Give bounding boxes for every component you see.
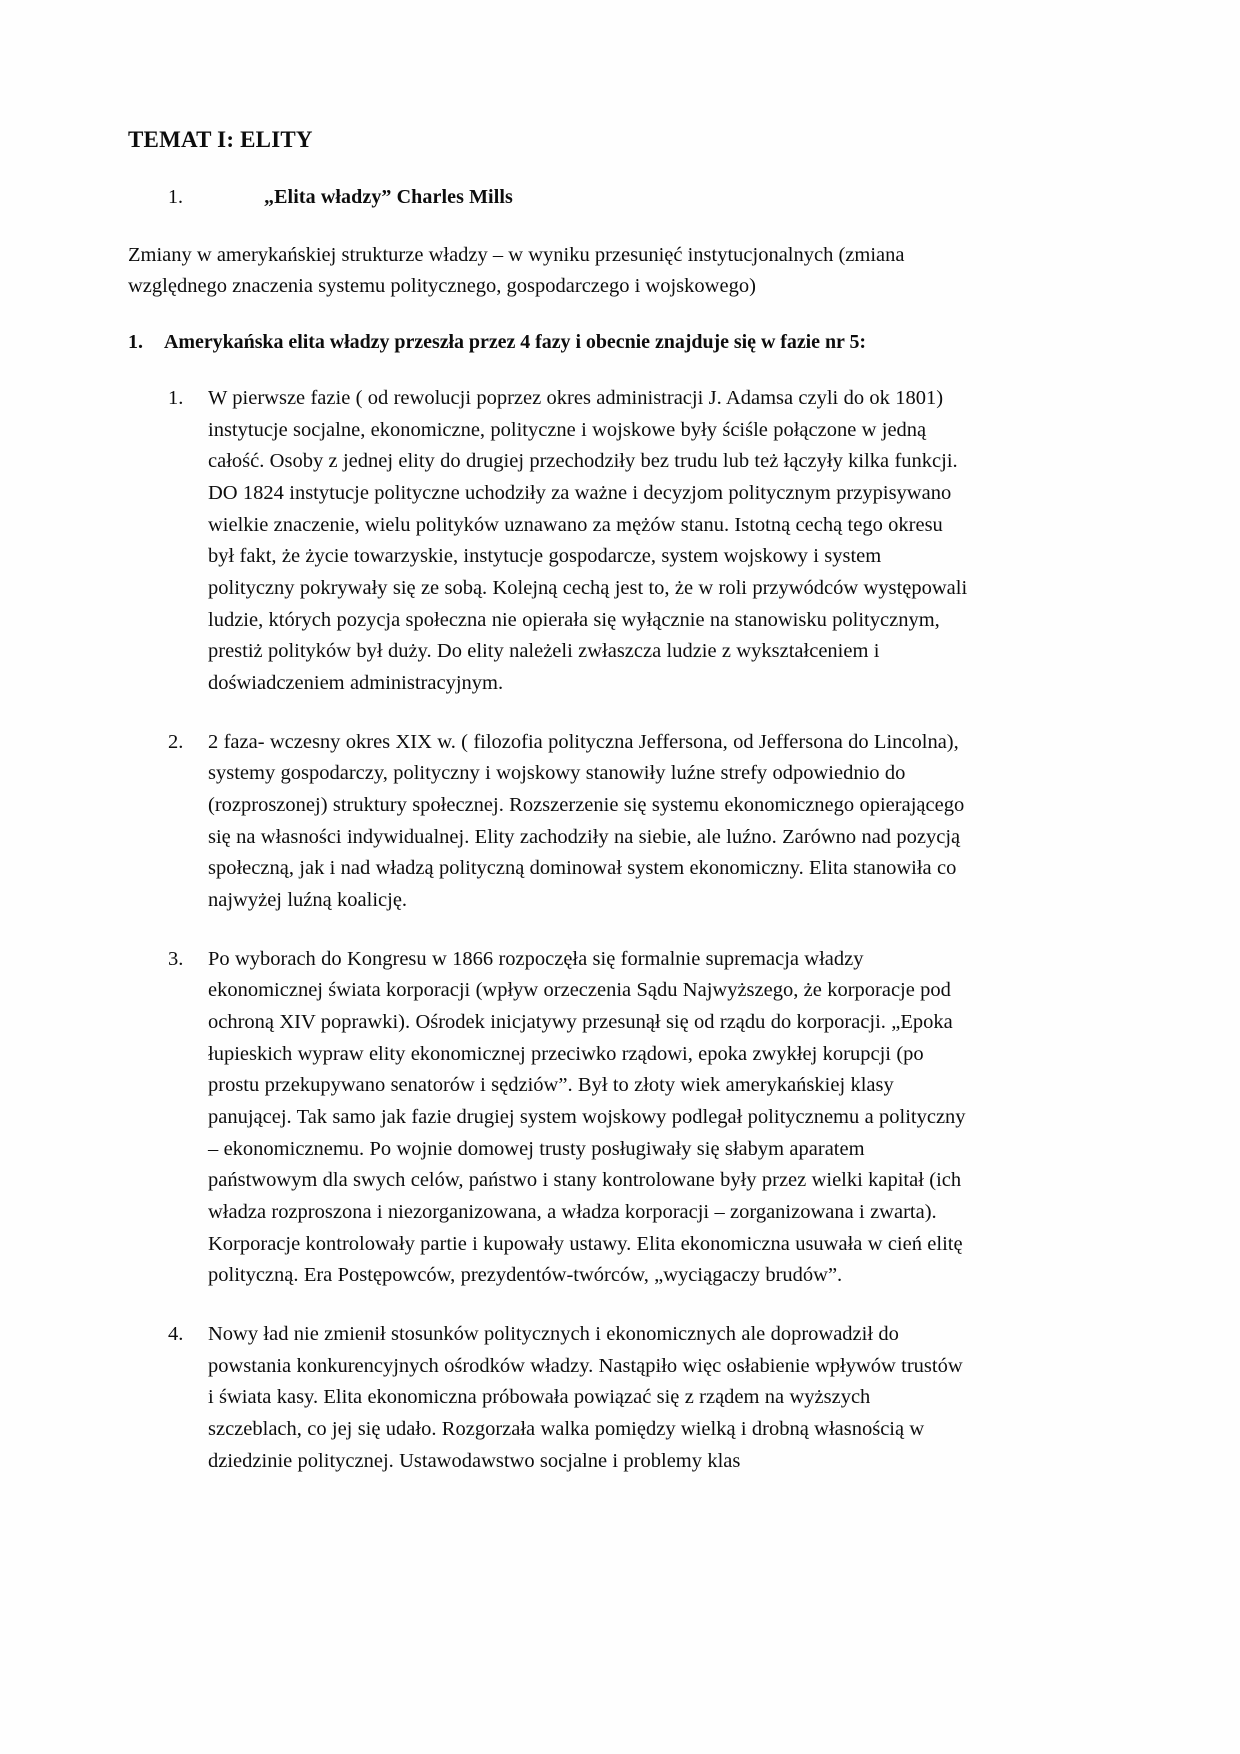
- bold-numbered-heading: [128, 328, 968, 357]
- section-heading-text: „Elita władzy” Charles Mills: [264, 185, 513, 208]
- list-item: [128, 727, 968, 917]
- intro-paragraph: Zmiany w amerykańskiej strukturze władzy – w wyniku przesunięć instytucjonalnych (zmiana względnego znaczenia systemu politycznego, gospodarczego i wojskowego): [128, 243, 905, 297]
- section-heading: [128, 184, 968, 210]
- bold-heading-number: 1.: [128, 330, 143, 353]
- section-heading-number: 1.: [168, 185, 183, 208]
- list-item-number: 4.: [168, 1323, 184, 1346]
- phase-list: [128, 383, 968, 1478]
- list-item: [128, 944, 968, 1292]
- list-item-number: 3.: [168, 947, 184, 970]
- list-item-text: W pierwsze fazie ( od rewolucji poprzez okres administracji J. Adamsa czyli do ok 1801) instytucje socjalne, ekonomiczne, polityczne i wojskowe były ściśle połączone w jedną całość. Osoby z jednej elity do drugiej przechodziły bez trudu lub też łączyły kilka funkcji. DO 1824 instytucje polityczne uchodziły za ważne i decyzjom politycznym przypisywano wielkie znaczenie, wielu polityków uznawano za mężów stanu. Istotną cechą tego okresu był fakt, że życie towarzyskie, instytucje gospodarcze, system wojskowy i system polityczny pokrywały się ze sobą. Kolejną cechą jest to, że w roli przywódców występowali ludzie, których pozycja społeczna nie opierała się wyłącznie na stanowisku politycznym, prestiż polityków był duży. Do elity należeli zwłaszcza ludzie z wykształceniem i doświadczeniem administracyjnym.: [208, 386, 968, 694]
- list-item: [128, 1319, 968, 1477]
- list-item-text: 2 faza- wczesny okres XIX w. ( filozofia polityczna Jeffersona, od Jeffersona do Lincolna), systemy gospodarczy, polityczny i wojskowy stanowiły luźne strefy odpowiednio do (rozproszonej) struktury społecznej. Rozszerzenie się systemu ekonomicznego opierającego się na własności indywidualnej. Elity zachodziły na siebie, ale luźno. Zarówno nad pozycją społeczną, jak i nad władzą polityczną dominował system ekonomiczny. Elita stanowiła co najwyżej luźną koalicję.: [208, 730, 965, 911]
- list-item-text: Po wyborach do Kongresu w 1866 rozpoczęła się formalnie supremacja władzy ekonomicznej świata korporacji (wpływ orzeczenia Sądu Najwyższego, że korporacje pod ochroną XIV poprawki). Ośrodek inicjatywy przesunął się od rządu do korporacji. „Epoka łupieskich wypraw elity ekonomicznej przeciwko rządowi, epoka zwykłej korupcji (po prostu przekupywano senatorów i sędziów”. Był to złoty wiek amerykańskiej klasy panującej. Tak samo jak fazie drugiej system wojskowy podlegał politycznemu a polityczny – ekonomicznemu. Po wojnie domowej trusty posługiwały się słabym aparatem państwowym dla swych celów, państwo i stany kontrolowane były przez wielki kapitał (ich władza rozproszona i niezorganizowana, a władza korporacji – zorganizowana i zwarta). Korporacje kontrolowały partie i kupowały ustawy. Elita ekonomiczna usuwała w cień elitę polityczną. Era Postępowców, prezydentów-twórców, „wyciągaczy brudów”.: [208, 947, 966, 1287]
- list-item-text: Nowy ład nie zmienił stosunków politycznych i ekonomicznych ale doprowadził do powstania konkurencyjnych ośrodków władzy. Nastąpiło więc osłabienie wpływów trustów i świata kasy. Elita ekonomiczna próbowała powiązać się z rządem na wyższych szczeblach, co jej się udało. Rozgorzała walka pomiędzy wielką i drobną własnością w dziedzinie politycznej. Ustawodawstwo socjalne i problemy klas: [208, 1323, 963, 1472]
- list-item: [128, 383, 968, 700]
- list-item-number: 1.: [168, 386, 184, 409]
- page-title: TEMAT I: ELITY: [128, 127, 313, 152]
- bold-heading-text: Amerykańska elita władzy przeszła przez 4 fazy i obecnie znajduje się w fazie nr 5:: [164, 330, 867, 353]
- document-content: [128, 126, 968, 1504]
- list-item-number: 2.: [168, 730, 184, 753]
